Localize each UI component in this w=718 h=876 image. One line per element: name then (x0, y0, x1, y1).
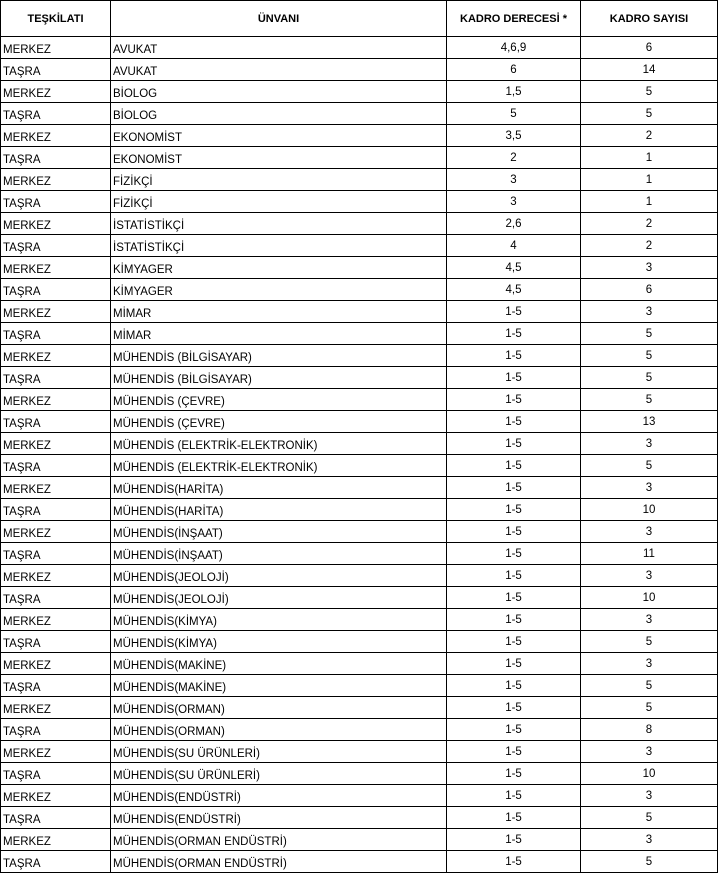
cell-teskilati: MERKEZ (1, 785, 111, 807)
cell-unvani: MÜHENDİS (ÇEVRE) (111, 411, 447, 433)
table-body (1, 37, 718, 873)
cell-teskilati: MERKEZ (1, 521, 111, 543)
table-row (1, 851, 718, 873)
cell-kadro-derecesi: 1-5 (447, 323, 581, 345)
cell-unvani: MÜHENDİS (ELEKTRİK-ELEKTRONİK) (111, 455, 447, 477)
cell-teskilati: MERKEZ (1, 81, 111, 103)
cell-kadro-sayisi: 5 (581, 345, 718, 367)
table-row (1, 345, 718, 367)
table-row (1, 213, 718, 235)
table-row (1, 785, 718, 807)
table-row (1, 477, 718, 499)
table-row (1, 521, 718, 543)
cell-teskilati: MERKEZ (1, 213, 111, 235)
cell-kadro-sayisi: 5 (581, 323, 718, 345)
cell-teskilati: MERKEZ (1, 653, 111, 675)
cell-kadro-derecesi: 6 (447, 59, 581, 81)
cell-kadro-sayisi: 5 (581, 103, 718, 125)
table-row (1, 675, 718, 697)
cell-teskilati: MERKEZ (1, 609, 111, 631)
cell-kadro-sayisi: 5 (581, 697, 718, 719)
cell-teskilati: MERKEZ (1, 741, 111, 763)
cell-teskilati: TAŞRA (1, 59, 111, 81)
header-row (1, 1, 718, 37)
cell-teskilati: MERKEZ (1, 125, 111, 147)
table-row (1, 367, 718, 389)
cell-kadro-derecesi: 1-5 (447, 411, 581, 433)
cell-teskilati: TAŞRA (1, 279, 111, 301)
cell-kadro-sayisi: 5 (581, 455, 718, 477)
cell-teskilati: MERKEZ (1, 169, 111, 191)
cell-kadro-derecesi: 1-5 (447, 741, 581, 763)
cell-kadro-derecesi: 1-5 (447, 345, 581, 367)
cell-kadro-sayisi: 3 (581, 829, 718, 851)
cell-kadro-derecesi: 3,5 (447, 125, 581, 147)
cell-teskilati: TAŞRA (1, 323, 111, 345)
cell-unvani: AVUKAT (111, 59, 447, 81)
cell-kadro-derecesi: 2,6 (447, 213, 581, 235)
cell-teskilati: TAŞRA (1, 411, 111, 433)
cell-kadro-derecesi: 4,6,9 (447, 37, 581, 59)
cell-kadro-derecesi: 1-5 (447, 807, 581, 829)
cell-teskilati: MERKEZ (1, 565, 111, 587)
cell-teskilati: TAŞRA (1, 807, 111, 829)
cell-kadro-derecesi: 4,5 (447, 257, 581, 279)
cell-teskilati: MERKEZ (1, 345, 111, 367)
cell-kadro-derecesi: 1-5 (447, 389, 581, 411)
cell-kadro-derecesi: 1-5 (447, 697, 581, 719)
cell-teskilati: TAŞRA (1, 851, 111, 873)
cell-kadro-sayisi: 6 (581, 37, 718, 59)
cell-kadro-derecesi: 3 (447, 191, 581, 213)
cell-kadro-sayisi: 3 (581, 609, 718, 631)
cell-unvani: MÜHENDİS(MAKİNE) (111, 653, 447, 675)
cell-unvani: MÜHENDİS(İNŞAAT) (111, 543, 447, 565)
cell-kadro-derecesi: 1-5 (447, 631, 581, 653)
cell-unvani: MÜHENDİS (ÇEVRE) (111, 389, 447, 411)
cell-kadro-sayisi: 13 (581, 411, 718, 433)
cell-teskilati: MERKEZ (1, 301, 111, 323)
cell-kadro-sayisi: 10 (581, 499, 718, 521)
table-row (1, 807, 718, 829)
cell-unvani: MİMAR (111, 301, 447, 323)
cell-kadro-derecesi: 1-5 (447, 455, 581, 477)
cell-kadro-sayisi: 5 (581, 675, 718, 697)
cell-unvani: İSTATİSTİKÇİ (111, 213, 447, 235)
cell-kadro-sayisi: 6 (581, 279, 718, 301)
cell-unvani: MÜHENDİS(ORMAN ENDÜSTRİ) (111, 851, 447, 873)
cell-teskilati: TAŞRA (1, 455, 111, 477)
cell-teskilati: TAŞRA (1, 499, 111, 521)
header-teskilati: TEŞKİLATI (1, 1, 111, 37)
cell-teskilati: MERKEZ (1, 477, 111, 499)
cell-unvani: FİZİKÇİ (111, 169, 447, 191)
cell-kadro-sayisi: 5 (581, 851, 718, 873)
table-row (1, 631, 718, 653)
cell-unvani: KİMYAGER (111, 257, 447, 279)
cell-unvani: MÜHENDİS(KİMYA) (111, 631, 447, 653)
cell-teskilati: TAŞRA (1, 631, 111, 653)
table-row (1, 653, 718, 675)
cell-unvani: MÜHENDİS (BİLGİSAYAR) (111, 345, 447, 367)
cell-kadro-derecesi: 1-5 (447, 433, 581, 455)
cell-unvani: MÜHENDİS(SU ÜRÜNLERİ) (111, 741, 447, 763)
cell-kadro-sayisi: 2 (581, 213, 718, 235)
cell-teskilati: MERKEZ (1, 257, 111, 279)
cell-unvani: MÜHENDİS(ORMAN ENDÜSTRİ) (111, 829, 447, 851)
cell-unvani: MÜHENDİS(JEOLOJİ) (111, 587, 447, 609)
cell-unvani: EKONOMİST (111, 125, 447, 147)
cell-kadro-sayisi: 3 (581, 301, 718, 323)
cell-unvani: MÜHENDİS(HARİTA) (111, 477, 447, 499)
table-row (1, 103, 718, 125)
cell-kadro-derecesi: 1-5 (447, 609, 581, 631)
cell-kadro-derecesi: 1-5 (447, 565, 581, 587)
table-row (1, 741, 718, 763)
cell-teskilati: MERKEZ (1, 37, 111, 59)
cell-unvani: MÜHENDİS(MAKİNE) (111, 675, 447, 697)
cell-kadro-sayisi: 3 (581, 565, 718, 587)
cell-kadro-sayisi: 3 (581, 521, 718, 543)
cell-kadro-derecesi: 3 (447, 169, 581, 191)
table-row (1, 389, 718, 411)
cell-kadro-derecesi: 1-5 (447, 785, 581, 807)
cell-kadro-sayisi: 3 (581, 477, 718, 499)
cell-kadro-derecesi: 1-5 (447, 719, 581, 741)
table-row (1, 829, 718, 851)
cell-kadro-derecesi: 1-5 (447, 763, 581, 785)
cell-teskilati: TAŞRA (1, 543, 111, 565)
cell-unvani: MÜHENDİS (ELEKTRİK-ELEKTRONİK) (111, 433, 447, 455)
cell-kadro-sayisi: 8 (581, 719, 718, 741)
cell-unvani: MÜHENDİS(ORMAN) (111, 697, 447, 719)
table-row (1, 455, 718, 477)
cell-kadro-derecesi: 1-5 (447, 301, 581, 323)
header-kadro-derecesi: KADRO DERECESİ * (447, 1, 581, 37)
table-row (1, 301, 718, 323)
cell-unvani: MÜHENDİS(HARİTA) (111, 499, 447, 521)
cell-unvani: FİZİKÇİ (111, 191, 447, 213)
table-row (1, 81, 718, 103)
cell-teskilati: MERKEZ (1, 697, 111, 719)
cell-teskilati: TAŞRA (1, 235, 111, 257)
cell-teskilati: TAŞRA (1, 719, 111, 741)
cell-unvani: MÜHENDİS(KİMYA) (111, 609, 447, 631)
cell-unvani: BİOLOG (111, 103, 447, 125)
cell-unvani: MÜHENDİS(ENDÜSTRİ) (111, 807, 447, 829)
cell-kadro-sayisi: 1 (581, 169, 718, 191)
cell-kadro-sayisi: 3 (581, 785, 718, 807)
cell-kadro-derecesi: 1-5 (447, 653, 581, 675)
cell-unvani: MÜHENDİS(ENDÜSTRİ) (111, 785, 447, 807)
cell-teskilati: MERKEZ (1, 433, 111, 455)
cell-kadro-derecesi: 1-5 (447, 587, 581, 609)
cell-kadro-sayisi: 3 (581, 741, 718, 763)
table-row (1, 433, 718, 455)
cell-kadro-derecesi: 1-5 (447, 499, 581, 521)
header-kadro-sayisi: KADRO SAYISI (581, 1, 718, 37)
cell-teskilati: TAŞRA (1, 763, 111, 785)
table-row (1, 125, 718, 147)
cell-kadro-derecesi: 1-5 (447, 675, 581, 697)
cell-kadro-sayisi: 14 (581, 59, 718, 81)
table-row (1, 37, 718, 59)
cell-unvani: AVUKAT (111, 37, 447, 59)
cell-unvani: MÜHENDİS (BİLGİSAYAR) (111, 367, 447, 389)
cell-kadro-derecesi: 1-5 (447, 367, 581, 389)
cell-kadro-sayisi: 1 (581, 147, 718, 169)
cell-kadro-derecesi: 4 (447, 235, 581, 257)
cell-kadro-derecesi: 1-5 (447, 477, 581, 499)
cell-teskilati: TAŞRA (1, 103, 111, 125)
table-row (1, 411, 718, 433)
cell-unvani: EKONOMİST (111, 147, 447, 169)
cell-unvani: KİMYAGER (111, 279, 447, 301)
cell-kadro-sayisi: 5 (581, 807, 718, 829)
cell-kadro-derecesi: 4,5 (447, 279, 581, 301)
table-row (1, 147, 718, 169)
cell-kadro-sayisi: 2 (581, 235, 718, 257)
cell-teskilati: TAŞRA (1, 675, 111, 697)
cell-kadro-derecesi: 1,5 (447, 81, 581, 103)
cell-kadro-derecesi: 1-5 (447, 851, 581, 873)
table-row (1, 323, 718, 345)
cell-kadro-derecesi: 1-5 (447, 521, 581, 543)
table-row (1, 763, 718, 785)
header-unvani: ÜNVANI (111, 1, 447, 37)
table-row (1, 697, 718, 719)
cell-unvani: MÜHENDİS(JEOLOJİ) (111, 565, 447, 587)
cell-kadro-sayisi: 2 (581, 125, 718, 147)
cell-unvani: MÜHENDİS(İNŞAAT) (111, 521, 447, 543)
cell-kadro-sayisi: 3 (581, 257, 718, 279)
table-row (1, 543, 718, 565)
cell-teskilati: TAŞRA (1, 147, 111, 169)
cell-unvani: MÜHENDİS(ORMAN) (111, 719, 447, 741)
cell-teskilati: MERKEZ (1, 829, 111, 851)
cell-kadro-derecesi: 2 (447, 147, 581, 169)
table-row (1, 235, 718, 257)
cell-unvani: MÜHENDİS(SU ÜRÜNLERİ) (111, 763, 447, 785)
cell-kadro-sayisi: 3 (581, 433, 718, 455)
cell-kadro-sayisi: 5 (581, 389, 718, 411)
cell-unvani: BİOLOG (111, 81, 447, 103)
table-row (1, 565, 718, 587)
cell-teskilati: MERKEZ (1, 389, 111, 411)
cell-teskilati: TAŞRA (1, 367, 111, 389)
cell-kadro-sayisi: 5 (581, 81, 718, 103)
table-row (1, 609, 718, 631)
cell-kadro-sayisi: 5 (581, 367, 718, 389)
cell-kadro-sayisi: 11 (581, 543, 718, 565)
cell-unvani: İSTATİSTİKÇİ (111, 235, 447, 257)
cell-teskilati: TAŞRA (1, 191, 111, 213)
table-row (1, 59, 718, 81)
cell-kadro-derecesi: 1-5 (447, 543, 581, 565)
cell-kadro-sayisi: 10 (581, 587, 718, 609)
table-row (1, 499, 718, 521)
table-row (1, 719, 718, 741)
cell-teskilati: TAŞRA (1, 587, 111, 609)
table-row (1, 169, 718, 191)
table-row (1, 257, 718, 279)
cell-kadro-derecesi: 1-5 (447, 829, 581, 851)
table-row (1, 279, 718, 301)
cell-kadro-sayisi: 5 (581, 631, 718, 653)
table-row (1, 191, 718, 213)
table-row (1, 587, 718, 609)
cell-kadro-sayisi: 1 (581, 191, 718, 213)
cell-kadro-sayisi: 10 (581, 763, 718, 785)
cell-kadro-sayisi: 3 (581, 653, 718, 675)
cell-kadro-derecesi: 5 (447, 103, 581, 125)
cell-unvani: MİMAR (111, 323, 447, 345)
